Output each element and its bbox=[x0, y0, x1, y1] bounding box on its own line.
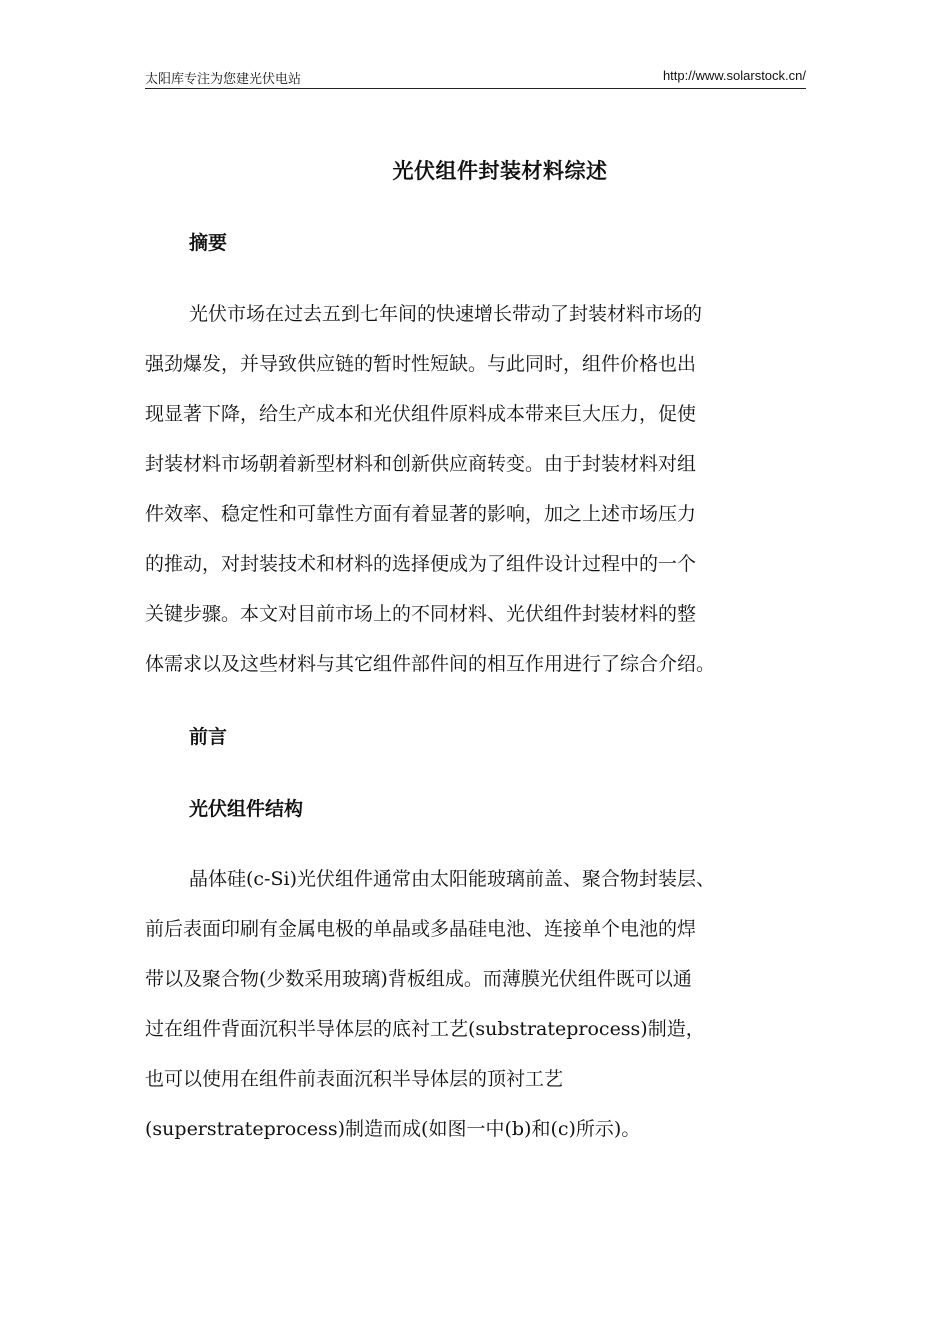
document-title: 光伏组件封装材料综述 bbox=[392, 159, 608, 183]
structure-line: 前后表面印刷有金属电极的单晶或多晶硅电池、连接单个电池的焊 bbox=[145, 918, 697, 940]
structure-line: 过在组件背面沉积半导体层的底衬工艺(substrateprocess)制造， bbox=[145, 1018, 705, 1040]
structure-line: 带以及聚合物(少数采用玻璃)背板组成。而薄膜光伏组件既可以通 bbox=[145, 968, 692, 990]
structure-line: 也可以使用在组件前表面沉积半导体层的顶衬工艺 bbox=[145, 1068, 564, 1090]
header-url: http://www.solarstock.cn/ bbox=[662, 68, 806, 83]
abstract-line: 关键步骤。本文对目前市场上的不同材料、光伏组件封装材料的整 bbox=[145, 603, 697, 625]
header-site-name: 太阳库专注为您建光伏电站 bbox=[145, 72, 302, 87]
abstract-line: 的推动，对封装技术和材料的选择便成为了组件设计过程中的一个 bbox=[145, 553, 697, 575]
structure-paragraph bbox=[145, 854, 810, 1154]
abstract-heading: 摘要 bbox=[189, 232, 228, 254]
page-header bbox=[145, 66, 806, 89]
abstract-line: 封装材料市场朝着新型材料和创新供应商转变。由于封装材料对组 bbox=[145, 453, 697, 475]
abstract-line: 件效率、稳定性和可靠性方面有着显著的影响，加之上述市场压力 bbox=[145, 503, 697, 525]
abstract-paragraph bbox=[145, 289, 810, 689]
abstract-line: 体需求以及这些材料与其它组件部件间的相互作用进行了综合介绍。 bbox=[145, 653, 716, 675]
abstract-line: 现显著下降，给生产成本和光伏组件原料成本带来巨大压力，促使 bbox=[145, 403, 697, 425]
abstract-line: 光伏市场在过去五到七年间的快速增长带动了封装材料市场的 bbox=[189, 303, 703, 325]
structure-line: 晶体硅(c-Si)光伏组件通常由太阳能玻璃前盖、聚合物封装层、 bbox=[189, 868, 715, 890]
structure-line: (superstrateprocess)制造而成(如图一中(b)和(c)所示)。 bbox=[145, 1118, 641, 1140]
preface-heading: 前言 bbox=[189, 726, 228, 748]
structure-heading: 光伏组件结构 bbox=[189, 798, 304, 820]
abstract-line: 强劲爆发，并导致供应链的暂时性短缺。与此同时，组件价格也出 bbox=[145, 353, 697, 375]
